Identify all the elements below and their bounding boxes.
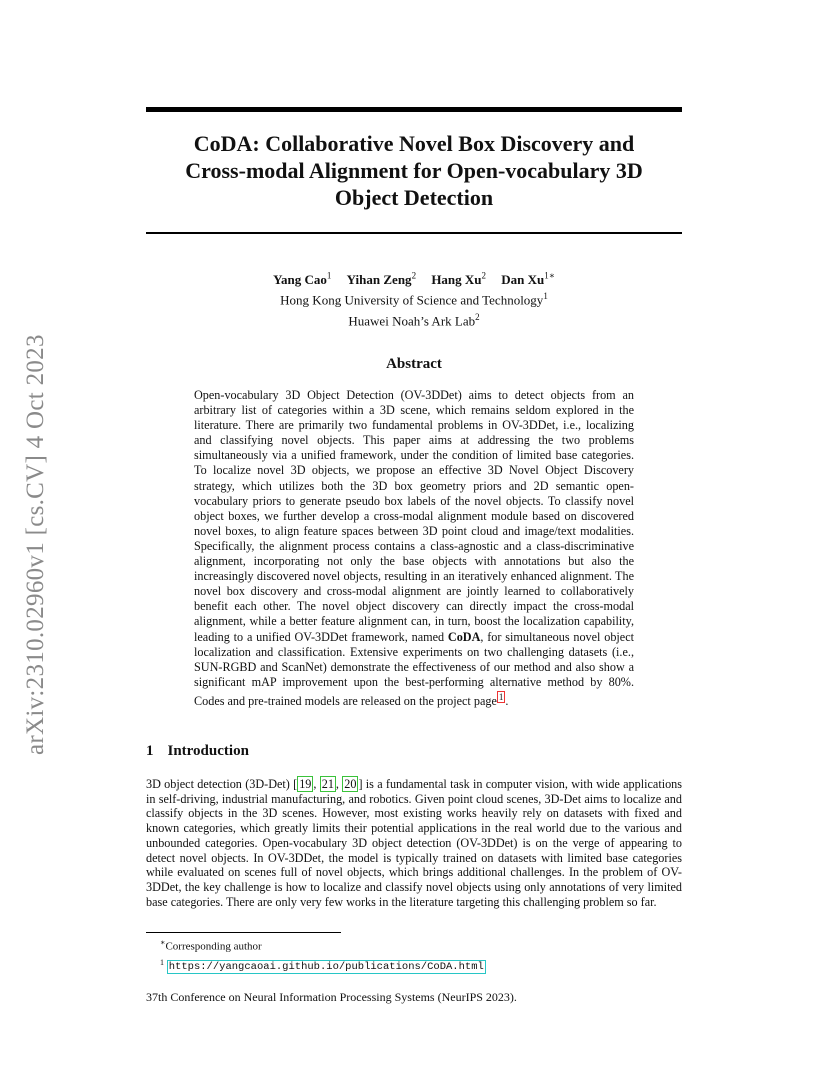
abstract-heading: Abstract [386, 356, 442, 372]
author: Yang Cao$^1$ [273, 271, 332, 288]
footnote: ∗Corresponding author [160, 938, 262, 953]
affiliation: Huawei Noah’s Ark Lab$^2$ [348, 311, 480, 328]
abstract-text: Open-vocabulary 3D Object Detection (OV-3DDet) aims to detect objects from an arbitrary list of categories within a 3D scene, which remains seldom explored in the literature. There are primarily two fundamental problems in OV-3DDet, i.e., localizing and classifying novel objects. This paper aims at addressing the two problems simultaneously via a unified framework, under the condition of limited base categories. To localize novel 3D objects, we propose an effective 3D Novel Object Discovery strategy, which utilizes both the 3D box geometry priors and 2D semantic open-vocabulary priors to generate pseudo box labels of the novel objects. To classify novel object boxes, we further develop a cross-modal alignment module based on discovered novel boxes, to align feature spaces between 3D point cloud and image/text modalities. Specifically, the alignment process contains a class-agnostic and a class-discriminative alignment, incorporating not only the base objects with annotations but also the increasingly discovered novel objects, resulting in an iteratively enhanced alignment. The novel box discovery and cross-modal alignment are jointly learned to collaboratively benefit each other. The novel object discovery can directly impact the cross-modal alignment, while a better feature alignment can, in turn, boost the localization capability, leading to a unified OV-3DDet framework, named CoDA, for simultaneous novel object localization and classification. Extensive experiments on two challenging datasets (i.e., SUN-RGBD and ScanNet) demonstrate the effectiveness of our method and also show a significant mAP improvement upon the best-performing alternative method by 80%. Codes and pre-trained models are released on the project page $^1$ . [194, 388, 635, 708]
section-number: 1 [146, 743, 154, 759]
citation-link[interactable]: 19 [299, 777, 312, 791]
section-title: Introduction [167, 743, 249, 759]
title-line-2: Cross-modal Alignment for Open-vocabulary 3D [185, 158, 643, 183]
introduction-text: 3D object detection (3D-Det) [ 19 , 21 , 20 ] is a fundamental task in computer vision, with wide applications in self-driving, industrial manufacturing, and robotics. Given point cloud scenes, 3D-Det aims to localize and classify objects in the 3D scenes. However, most existing works heavily rely on datasets with fixed and known categories, which greatly limits their potential applications in the real world due to the various and unbounded categories. Open-vocabulary 3D object detection (OV-3DDet) is on the verge of appearing to detect novel objects. In OV-3DDet, the model is typically trained on datasets with limited base categories while evaluated on scenes full of novel objects, which brings additional challenges. In the problem of OV-3DDet, the key challenge is how to localize and classify novel objects using only annotations of very limited base categories. There are only very few works in the literature targeting this challenging problem so far. [146, 777, 683, 909]
footnote-ref-link[interactable]: 1 [498, 691, 504, 702]
title-bottom-rule [146, 232, 682, 234]
author: Yihan Zeng$^2$ [346, 271, 417, 288]
title-line-3: Object Detection [334, 185, 494, 210]
title-top-rule [146, 107, 682, 112]
paper-title [146, 130, 682, 211]
footnote-rule [146, 932, 341, 933]
author: Dan $Xu^{1∗}$ [501, 271, 555, 288]
section-heading [146, 743, 682, 760]
citation-link[interactable]: 20 [344, 777, 357, 791]
author-block [146, 268, 682, 329]
citation-link[interactable]: 21 [321, 777, 334, 791]
project-page-link[interactable]: https://yangcaoai.github.io/publications/CoDA.html [168, 961, 484, 974]
author-names [146, 268, 682, 288]
footnote: $^1$ https://yangcaoai.github.io/publications/CoDA.html [160, 957, 484, 974]
method-name: CoDA [447, 629, 481, 644]
arxiv-sidebar-stamp [22, 295, 52, 755]
affiliation: Hong Kong University of Science and Technology$^1$ [280, 291, 548, 308]
footnotes [160, 935, 680, 975]
conference-footer: 37th Conference on Neural Information Processing Systems (NeurIPS 2023). [146, 990, 517, 1004]
author: Hang Xu$^2$ [431, 271, 487, 288]
title-line-1: CoDA: Collaborative Novel Box Discovery and [193, 131, 635, 156]
arxiv-identifier: arXiv:2310.02960v1 [cs.CV] 4 Oct 2023 [22, 334, 49, 755]
